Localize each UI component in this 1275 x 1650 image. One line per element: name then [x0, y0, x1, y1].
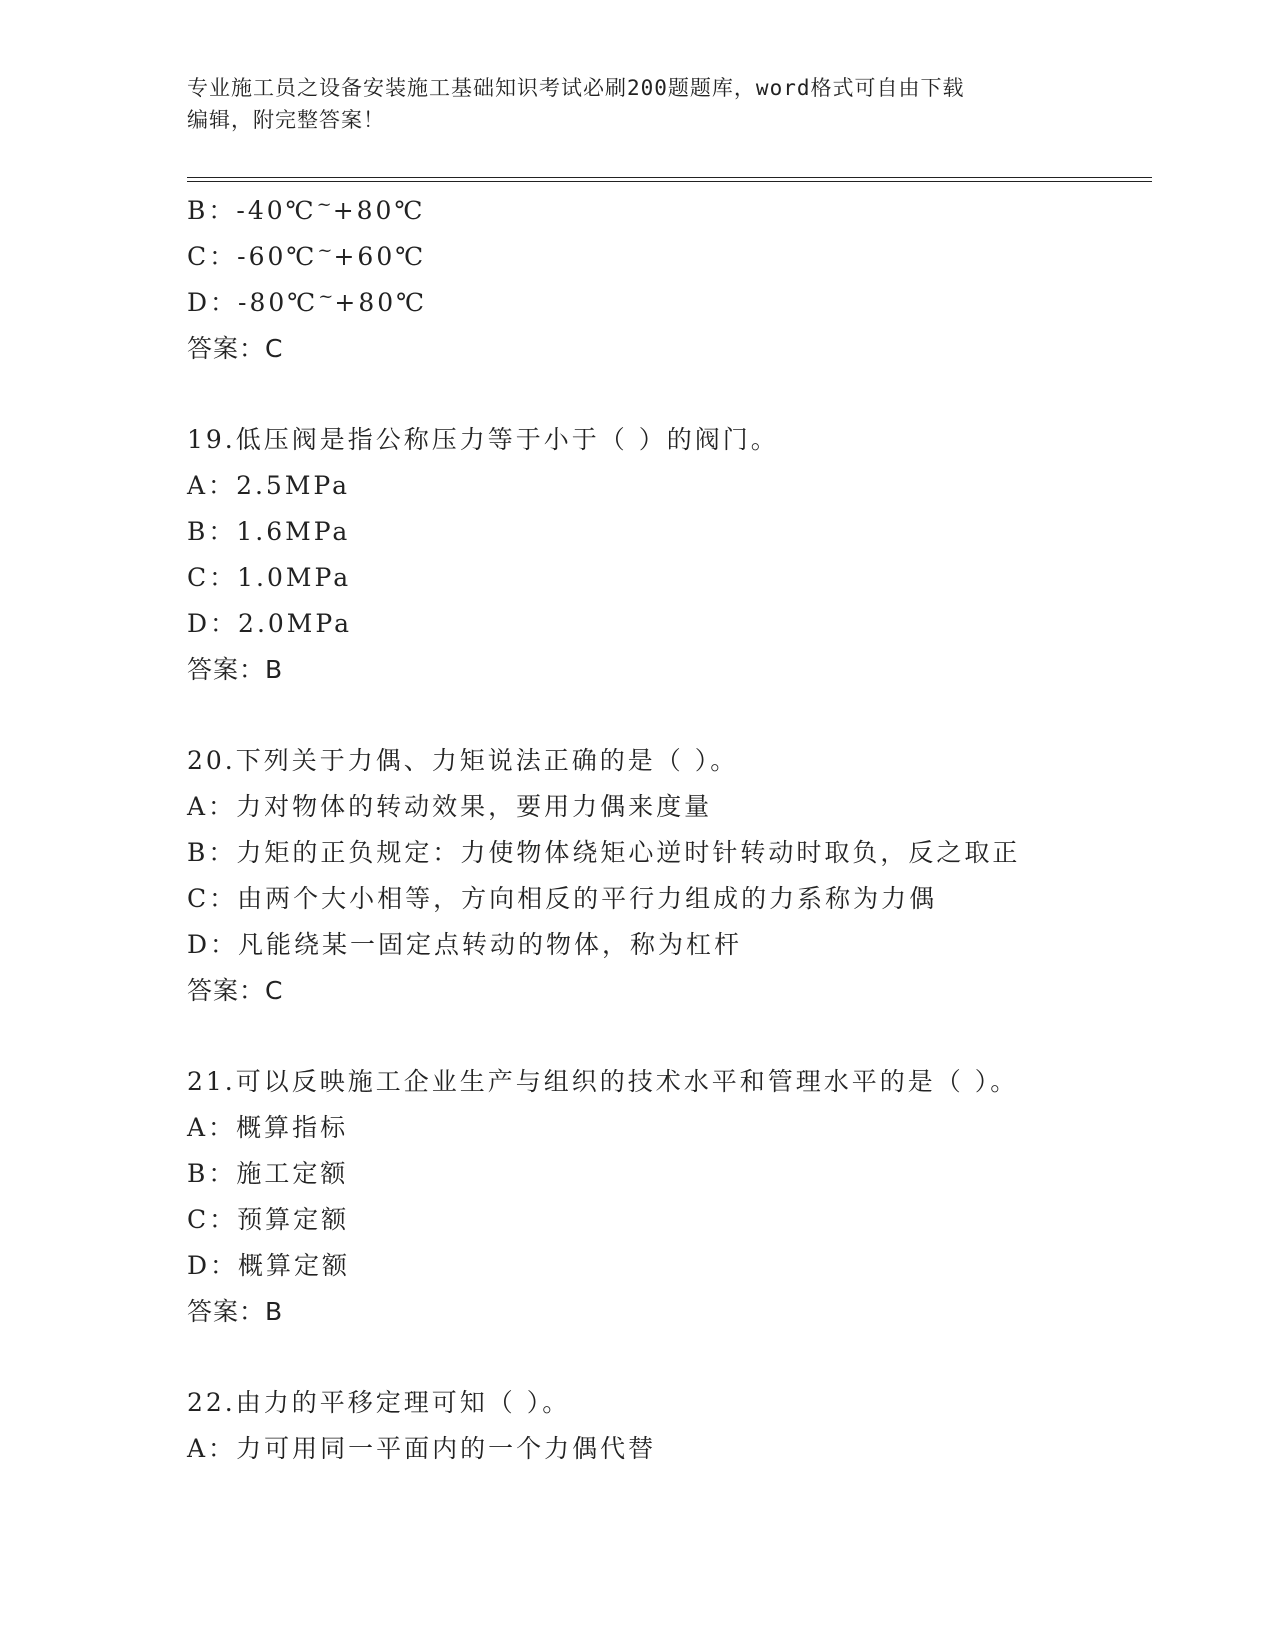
range-from: -60℃: [237, 242, 318, 271]
header-title-line-1: 专业施工员之设备安装施工基础知识考试必刷200题题库，word格式可自由下载: [187, 76, 965, 100]
answer-line: 答案：C: [187, 334, 284, 363]
option-text: 概算定额: [238, 1251, 351, 1280]
option-key: A：: [187, 1113, 237, 1142]
range-to: +60℃: [333, 242, 427, 271]
range-from: -40℃: [236, 196, 317, 225]
range-tilde: ~: [316, 194, 335, 215]
option-b: [187, 1151, 1147, 1197]
option-text: 概算指标: [236, 1113, 349, 1142]
option-key: C：: [187, 884, 238, 913]
header-title-line-2: 编辑，附完整答案！: [187, 108, 385, 132]
option-text: 由两个大小相等，方向相反的平行力组成的力系称为力偶: [237, 884, 938, 913]
option-key: A：: [187, 1434, 237, 1463]
option-a: [187, 1426, 1147, 1472]
option-text: 施工定额: [236, 1159, 349, 1188]
option-key: A：: [187, 471, 237, 500]
option-text: 1.0MPa: [237, 563, 352, 592]
range-to: +80℃: [332, 196, 426, 225]
option-key: D：: [187, 930, 239, 959]
option-key: D：: [187, 1251, 239, 1280]
option-c: [187, 876, 1147, 922]
question-stem: 19.低压阀是指公称压力等于小于（ ）的阀门。: [187, 425, 779, 454]
range-tilde: ~: [318, 286, 337, 307]
option-text: 力可用同一平面内的一个力偶代替: [236, 1434, 657, 1463]
option-b: [187, 188, 1147, 234]
option-key: C：: [187, 563, 238, 592]
option-text: 1.6MPa: [236, 517, 351, 546]
header-divider-bottom: [187, 181, 1152, 182]
option-key: C：: [187, 1205, 238, 1234]
option-key: B：: [187, 838, 237, 867]
option-text: 2.0MPa: [238, 609, 353, 638]
range-tilde: ~: [317, 240, 336, 261]
option-key: B：: [187, 1159, 237, 1188]
option-text: 力对物体的转动效果，要用力偶来度量: [236, 792, 713, 821]
option-key: C：: [187, 242, 238, 271]
option-b: [187, 830, 1147, 876]
option-text: 凡能绕某一固定点转动的物体，称为杠杆: [238, 930, 743, 959]
option-key: D：: [187, 609, 239, 638]
option-a: [187, 784, 1147, 830]
option-a: [187, 1105, 1147, 1151]
option-text: 预算定额: [237, 1205, 350, 1234]
answer-line: 答案：B: [187, 1297, 284, 1326]
option-c: [187, 555, 1147, 601]
answer-line: 答案：C: [187, 976, 284, 1005]
option-d: [187, 280, 1147, 326]
range-from: -80℃: [238, 288, 319, 317]
option-d: [187, 1243, 1147, 1289]
header-divider-top: [187, 177, 1152, 178]
option-key: D：: [187, 288, 239, 317]
option-text: 2.5MPa: [236, 471, 351, 500]
question-stem: 21.可以反映施工企业生产与组织的技术水平和管理水平的是（ ）。: [187, 1067, 1019, 1096]
option-key: B：: [187, 196, 237, 225]
option-c: [187, 234, 1147, 280]
option-d: [187, 922, 1147, 968]
option-a: [187, 463, 1147, 509]
option-key: A：: [187, 792, 237, 821]
option-text: 力矩的正负规定：力使物体绕矩心逆时针转动时取负，反之取正: [236, 838, 1021, 867]
range-to: +80℃: [334, 288, 428, 317]
answer-line: 答案：B: [187, 655, 284, 684]
option-b: [187, 509, 1147, 555]
option-c: [187, 1197, 1147, 1243]
option-d: [187, 601, 1147, 647]
question-stem: 20.下列关于力偶、力矩说法正确的是（ ）。: [187, 746, 739, 775]
question-list: [187, 188, 1147, 1472]
document-header: [187, 72, 1087, 136]
option-key: B：: [187, 517, 237, 546]
question-stem: 22.由力的平移定理可知（ ）。: [187, 1388, 571, 1417]
